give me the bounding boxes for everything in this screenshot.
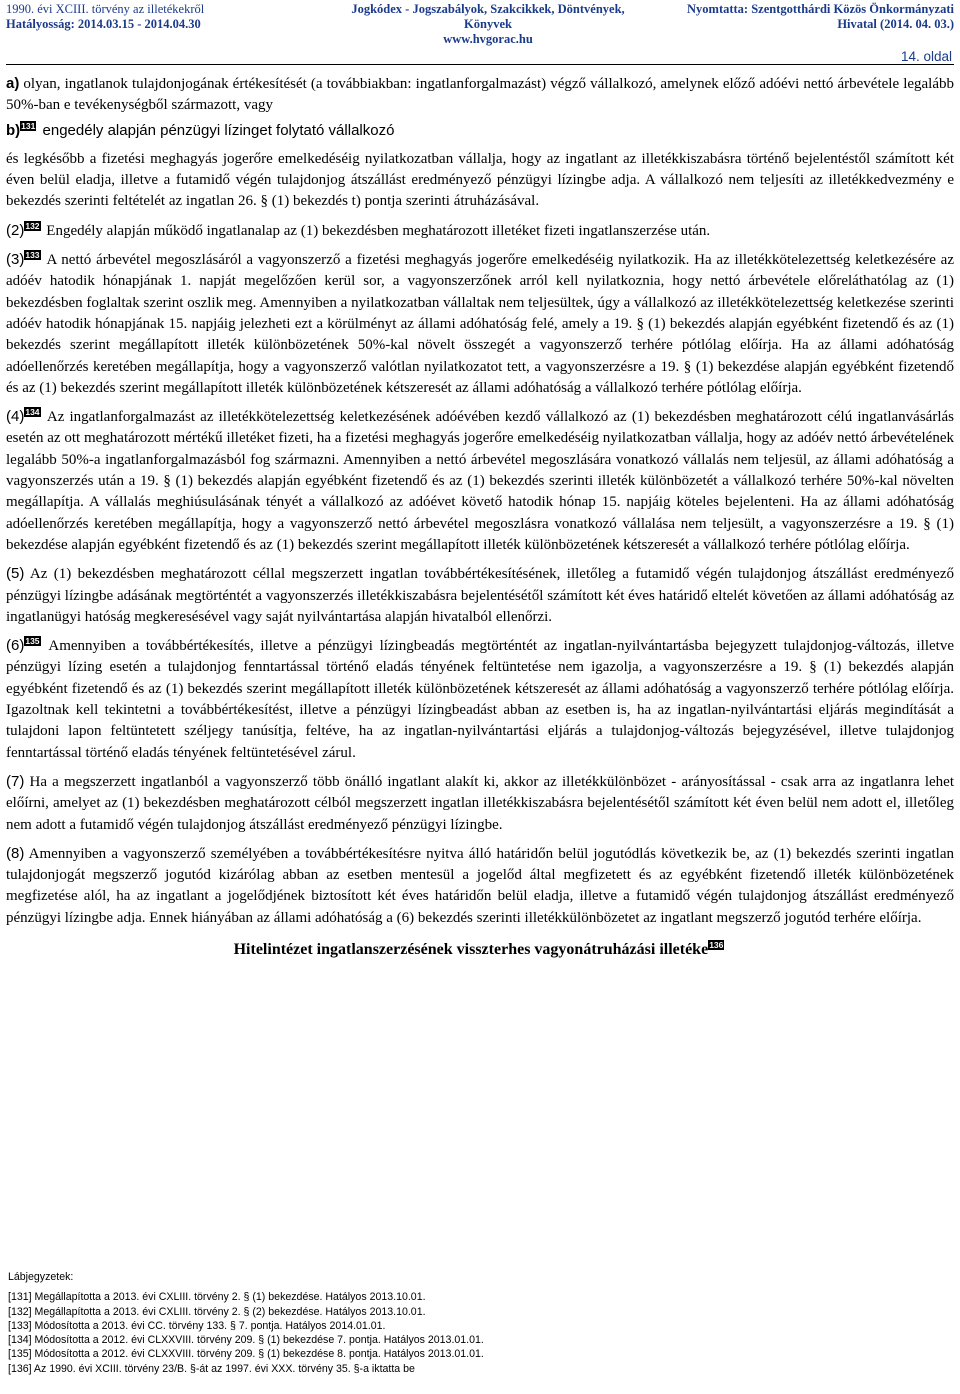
law-title: 1990. évi XCIII. törvény az illetékekről xyxy=(6,2,205,16)
header-left xyxy=(6,2,306,32)
paragraph-label: (3) xyxy=(6,251,25,269)
footnotes-title: Lábjegyzetek: xyxy=(8,1271,74,1283)
footnote-item: [132] Megállapította a 2013. évi CXLIII. törvény 2. § (2) bekezdése. Hatályos 2013.10.01. xyxy=(8,1305,426,1318)
paragraph-text: Amennyiben a vagyonszerző személyében a továbbértékesítésre nyitva álló határidőn belül jogutódlás következik be, az (1) bekezdés szerinti ingatlan tulajdonjogát megszerző jogutód kizárólag abban az esetben mentesül a jogelőd által megfizetett és az egyébként fizetendő illeték különbözetének megfizetése alól, ha az ingatlant a jogelődjének biztosított két éves határidőn belül eladja, illetve a futamidő végén tulajdonjog átszállást eredményező pénzügyi lízingbe adja. Ennek hiányában az állami adóhatóság a (6) bekezdés szerinti illetékkülönbözetet az ingatlant megszerző jogutód terhére előírja. xyxy=(6,845,954,926)
footnote-item: [131] Megállapította a 2013. évi CXLIII. törvény 2. § (1) bekezdése. Hatályos 2013.10.01. xyxy=(8,1291,426,1304)
point-label: a) xyxy=(6,75,20,92)
paragraph-7 xyxy=(6,771,954,836)
paragraph-label: (2) xyxy=(6,221,25,239)
paragraph-text: Ha a megszerzett ingatlanból a vagyonszerző több önálló ingatlant alakít ki, akkor az illetékkülönbözet - arányosítással - csak arra az ingatlanra lehet előírni, amelyet az (1) bekezdésben meghatározott célból megszerzett ingatlan illetékkiszabásra bejelentésétől számított két éven belül nem adott el, illetőleg nem adott a futamidő végén tulajdonjog átszállást eredményező pénzügyi lízingbe. xyxy=(6,773,954,833)
paragraph-6 xyxy=(6,635,954,764)
point-text: engedély alapján pénzügyi lízinget folytató vállalkozó xyxy=(38,121,395,139)
point-a xyxy=(6,73,954,117)
footnote-marker[interactable]: 131 xyxy=(21,120,36,131)
header-center xyxy=(338,2,638,47)
paragraph-text: Engedély alapján működő ingatlanalap az (1) bekezdésben meghatározott illetéket fizeti ingatlanszerzése után. xyxy=(42,222,711,239)
paragraph-label: (5) xyxy=(6,565,25,583)
point-label: b) xyxy=(6,121,21,139)
paragraph-5 xyxy=(6,563,954,628)
footnote-item: [135] Módosította a 2012. évi CLXXVIII. törvény 209. § (1) bekezdése 8. pontja. Hatályos 2013.01.01. xyxy=(8,1348,484,1361)
paragraph-label: (4) xyxy=(6,408,25,426)
paragraph-label: (8) xyxy=(6,844,25,862)
paragraph-label: (6) xyxy=(6,637,25,655)
page-header xyxy=(0,0,960,66)
publisher-url[interactable]: www.hvgorac.hu xyxy=(443,32,533,46)
paragraph-text: Amennyiben a továbbértékesítés, illetve a pénzügyi lízingbeadás megtörténtét az ingatlan-nyilvántartásba bejegyzett tulajdonjog-változás, illetve pénzügyi lízing esetén a tulajdonjog fenntartással történő eladás tényének feltüntetése nem igazolja, a vagyonszerzésre a 19. § (1) bekezdés alapján egyébként fizetendő és az (1) bekezdés szerint megállapított illeték különbözetének kétszeresét az állami adóhatóság a vagyonszerző terhére pótlólag előírja. Igazoltnak kell tekintetni a továbbértékesítést, illetve a pénzügyi lízingbeadást abban az esetben is, ha az ingatlan-nyilvántartási eljárás megindítását a tulajdoni lapon feltüntetett széljegy tanúsítja, feltéve, ha az ingatlan-nyilvántartási eljárás a tulajdonjog-változás bejegyzésével, illetve tulajdonjog fenntartással történő eladás tényének feltüntetésével zárul. xyxy=(6,638,954,761)
printed-by: Nyomtatta: Szentgotthárdi Közös Önkormányzati xyxy=(687,2,954,16)
footnote-item: [136] Az 1990. évi XCIII. törvény 23/B. §-át az 1997. évi XXX. törvény 35. §-a iktatta be xyxy=(8,1362,415,1375)
footnote-item: [133] Módosította a 2013. évi CC. törvény 133. § 7. pontja. Hatályos 2014.01.01. xyxy=(8,1319,386,1332)
printed-by-2: Hivatal (2014. 04. 03.) xyxy=(837,17,954,31)
validity-period: Hatályosság: 2014.03.15 - 2014.04.30 xyxy=(6,17,201,31)
document-body xyxy=(6,73,954,961)
footnote-marker[interactable]: 134 xyxy=(25,407,40,418)
footnote-item: [134] Módosította a 2012. évi CLXXVIII. törvény 209. § (1) bekezdése 7. pontja. Hatályos 2013.01.01. xyxy=(8,1334,484,1347)
section-heading xyxy=(6,939,954,961)
footnote-marker[interactable]: 135 xyxy=(25,636,40,647)
paragraph-2 xyxy=(6,220,954,242)
footnote-marker[interactable]: 132 xyxy=(25,220,40,231)
publisher-line: Jogkódex - Jogszabályok, Szakcikkek, Döntvények, xyxy=(351,2,625,16)
publisher-line-2: Könyvek xyxy=(464,17,512,31)
paragraph-3 xyxy=(6,249,954,399)
paragraph-4 xyxy=(6,406,954,556)
point-text: olyan, ingatlanok tulajdonjogának értékesítését (a továbbiakban: ingatlanforgalmazást) végző vállalkozó, amelynek előző adóévi nettó árbevétele legalább 50%-ban e tevékenységből származott, vagy xyxy=(6,76,954,114)
footnote-marker[interactable]: 136 xyxy=(709,939,724,950)
paragraph-continuation: és legkésőbb a fizetési meghagyás jogerőre emelkedéséig nyilatkozatban vállalja, hogy az ingatlant az illetékkiszabásra történő bejelentéstől számított két éven belül eladja, illetve a futamidő végén tulajdonjog átszállást eredményező pénzügyi lízingbe adja. A vállalkozó nem teljesíti az illetékkedvezmény e bekezdés szerinti feltételét az ingatlan 26. § (1) bekezdés t) pontja szerinti átruházásával. xyxy=(6,150,954,210)
paragraph-label: (7) xyxy=(6,772,25,790)
paragraph-text: Az ingatlanforgalmazást az illetékkötelezettség keletkezésének adóévében kezdő vállalkozó az (1) bekezdésben meghatározott célú ingatlanvásárlás esetén az ott meghatározott mértékű illetéket fizeti, ha a fizetési meghagyás jogerőre emelkedéséig nyilatkozatban vállalja, hogy az adóév nettó árbevételének legalább 50%-a ingatlanforgalmazásból fog származni. Amennyiben a nettó árbevétel megoszlására vonatkozó vállalás nem teljesül, az állami adóhatóság a vagyonszerzés után a 19. § (1) bekezdés alapján egyébként fizetendő és az (1) bekezdés szerinti illeték különbözetét a vállalkozó terhére 50%-kal növelten megállapítja. A vállalás meghiúsulásának tényét a vállalkozó az adóévet követő hatodik hónap 15. napjáig köteles bejelenteni. Ha az állami adóhatóság adóellenőrzés keretében megállapítja, hogy a vagyonszerző nettó árbevétel megoszlásra vonatkozó vállalása nem teljesült, a vagyonszerzésre a 19. § (1) bekezdése alapján egyébként fizetendő és az (1) bekezdés szerint megállapított illeték különbözetének kétszeresét a vállalkozó terhére pótlólag előírja. xyxy=(6,409,954,553)
footnote-marker[interactable]: 133 xyxy=(25,250,40,261)
header-right xyxy=(652,2,954,32)
paragraph-8 xyxy=(6,843,954,929)
footnotes xyxy=(8,1270,908,1376)
page-number: 14. oldal xyxy=(900,49,952,64)
point-b xyxy=(6,120,954,142)
paragraph-text: Az (1) bekezdésben meghatározott céllal megszerzett ingatlan továbbértékesítésének, illetőleg a futamidő végén tulajdonjog átszállást eredményező pénzügyi lízingbe adásának megtörténtét a vagyonszerzés illetékkiszabásra bejelentésétől számított két éves határidő eltelét követően az állami adóhatóság az ingatlanügyi hatóság megkeresésével vagy saját nyilvántartása alapján hivatalból ellenőrzi. xyxy=(6,566,954,625)
header-divider xyxy=(6,64,954,65)
section-heading-text: Hitelintézet ingatlanszerzésének visszterhes vagyonátruházási illetéke xyxy=(233,940,709,958)
paragraph-text: A nettó árbevétel megoszlásáról a vagyonszerző a fizetési meghagyás jogerőre emelkedéséig nyilatkozik. Ha az illetékkötelezettség keletkezésére az adóév hatodik hónapjának 1. napját megelőzően kerül sor, a vagyonszerzőnek arról kell nyilatkoznia, hogy nettó árbevétele előreláthatólag az (1) bekezdésben foglaltak szerint oszlik meg. Amennyiben a nyilatkozatban vállaltak nem teljesültek, úgy a vállalkozó az illetékkötelezettség keletkezése szerinti adóév hatodik hónapjának 15. napjáig jelezheti ezt a körülményt az állami adóhatóság felé, amely a 19. § (1) bekezdés alapján egyébként fizetendő és az (1) bekezdés szerint megállapított illeték különbözetének 50%-kal növelt összegét a vagyonszerző terhére pótlólag előírja. Ha az állami adóhatóság adóellenőrzés keretében megállapítja, hogy a vagyonszerző valótlan nyilatkozatot tett, a vagyonszerzésre a 19. § (1) bekezdése alapján egyébként fizetendő és az (1) bekezdés szerint megállapított illeték különbözetének kétszeresét az állami adóhatóság a vállalkozó terhére pótlólag előírja. xyxy=(6,252,954,396)
